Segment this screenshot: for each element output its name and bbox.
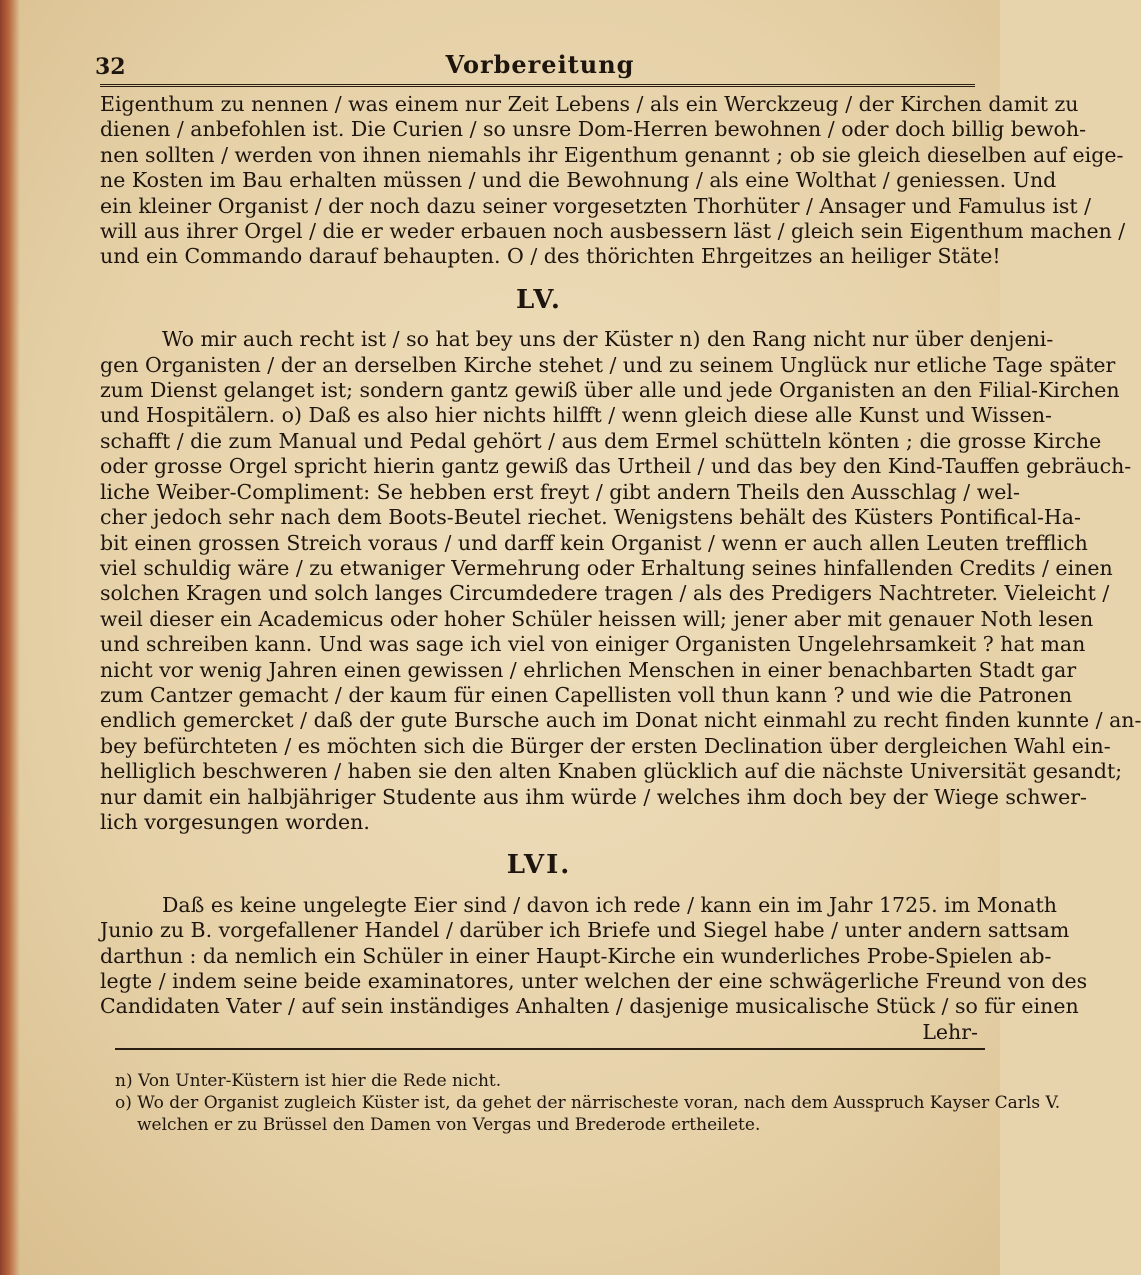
footnotes <box>115 1070 1061 1136</box>
text-line: bey befürchteten / es möchten sich die Bürger der ersten Declination über dergleichen Wahl ein- <box>100 733 1111 758</box>
text-line: zum Dienst gelanget ist; sondern gantz gewiß über alle und jede Organisten an den Filial-Kirchen <box>100 378 1120 403</box>
footnote-rule <box>115 1048 985 1050</box>
text-line: endlich gemercket / daß der gute Bursche auch im Donat nicht einmahl zu recht finden kunnte / an- <box>100 708 1141 733</box>
text-line: weil dieser ein Academicus oder hoher Schüler heissen will; jener aber mit genauer Noth lesen <box>100 606 1094 631</box>
main-text <box>100 92 1141 1045</box>
text-line: ne Kosten im Bau erhalten müssen / und die Bewohnung / als eine Wolthat / geniessen. Und <box>100 168 1057 193</box>
text-line: legte / indem seine beide examinatores, unter welchen der eine schwägerliche Freund von des <box>100 969 1088 993</box>
page-header <box>95 48 985 84</box>
text-line: schafft / die zum Manual und Pedal gehört / aus dem Ermel schütteln könten ; die grosse Kirche <box>100 428 1102 453</box>
catchword: Lehr- <box>922 1019 978 1044</box>
text-line: nen sollten / werden von ihnen niemahls ihr Eigenthum genannt ; ob sie gleich dieselben auf eige- <box>100 142 1124 167</box>
text-line: ein kleiner Organist / der noch dazu seiner vorgesetzten Thorhüter / Ansager und Famulus ist / <box>100 193 1092 218</box>
footnote-o-continuation: welchen er zu Brüssel den Damen von Vergas und Brederode ertheilete. <box>137 1115 761 1135</box>
text-line: und schreiben kann. Und was sage ich viel von einiger Organisten Ungelehrsamkeit ? hat man <box>100 632 1086 657</box>
section-lv-body <box>100 327 1141 835</box>
text-line: Daß es keine ungelegte Eier sind / davon ich rede / kann ein im Jahr 1725. im Monath <box>162 892 1057 917</box>
page-edge <box>0 0 20 1275</box>
text-line: Eigenthum zu nennen / was einem nur Zeit Lebens / als ein Werckzeug / der Kirchen damit zu <box>100 92 1079 116</box>
text-line: und Hospitälern. o) Daß es also hier nichts hilfft / wenn gleich diese alle Kunst und Wissen- <box>100 403 1052 428</box>
text-line: cher jedoch sehr nach dem Boots-Beutel riechet. Wenigstens behält des Küsters Pontifical-Ha- <box>100 505 1081 530</box>
text-line: oder grosse Orgel spricht hierin gantz gewiß das Urtheil / und das bey den Kind-Tauffen gebräuch- <box>100 454 1132 479</box>
text-line: viel schuldig wäre / zu etwaniger Vermehrung oder Erhaltung seines hinfallenden Credits / einen <box>100 555 1113 580</box>
text-line: solchen Kragen und solch langes Circumdedere tragen / als des Predigers Nachtreter. Vieleicht / <box>100 581 1110 606</box>
text-line: nur damit ein halbjähriger Studente aus ihm würde / welches ihm doch bey der Wiege schwer- <box>100 784 1087 809</box>
header-rule <box>100 84 975 87</box>
page-number: 32 <box>95 54 126 80</box>
text-line: lich vorgesungen worden. <box>100 809 370 834</box>
text-line: gen Organisten / der an derselben Kirche stehet / und zu seinem Unglück nur etliche Tage später <box>100 352 1116 377</box>
text-line: nicht vor wenig Jahren einen gewissen / ehrlichen Menschen in einer benachbarten Stadt gar <box>100 657 1077 682</box>
text-line: will aus ihrer Orgel / die er weder erbauen noch ausbessern läst / gleich sein Eigenthum machen / <box>100 219 1126 244</box>
text-line: Junio zu B. vorgefallener Handel / darüber ich Briefe und Siegel habe / unter andern sattsam <box>100 918 1070 943</box>
running-title: Vorbereitung <box>445 50 635 79</box>
section-lvi-body <box>100 892 1088 1045</box>
text-line: liche Weiber-Compliment: Se hebben erst freyt / gibt andern Theils den Ausschlag / wel- <box>100 479 1020 504</box>
text-line: und ein Commando darauf behaupten. O / des thörichten Ehrgeitzes an heiliger Stäte! <box>100 244 1001 269</box>
text-line: bit einen grossen Streich voraus / und darff kein Organist / wenn er auch allen Leuten trefflich <box>100 530 1088 555</box>
text-line: Candidaten Vater / auf sein inständiges Anhalten / dasjenige musicalische Stück / so für einen <box>100 994 1079 1019</box>
text-line: darthun : da nemlich ein Schüler in einer Haupt-Kirche ein wunderliches Probe-Spielen ab- <box>100 943 1052 968</box>
footnote-o: o) Wo der Organist zugleich Küster ist, da gehet der närrischeste voran, nach dem Ausspruch Kayser Carls V. <box>115 1093 1061 1113</box>
text-line: dienen / anbefohlen ist. Die Curien / so unsre Dom-Herren bewohnen / oder doch billig bewoh- <box>100 117 1087 142</box>
text-line: zum Cantzer gemacht / der kaum für einen Capellisten voll thun kann ? und wie die Patronen <box>100 682 1073 707</box>
section-title-lv: LV. <box>516 284 562 315</box>
paragraph-continuation <box>100 92 1126 270</box>
section-title-lvi: LVI. <box>506 850 572 881</box>
footnote-n: n) Von Unter-Küstern ist hier die Rede nicht. <box>115 1071 502 1091</box>
text-line: Wo mir auch recht ist / so hat bey uns der Küster n) den Rang nicht nur über denjeni- <box>162 327 1054 352</box>
text-line: helliglich beschweren / haben sie den alten Knaben glücklich auf die nächste Universität gesandt; <box>100 759 1123 784</box>
